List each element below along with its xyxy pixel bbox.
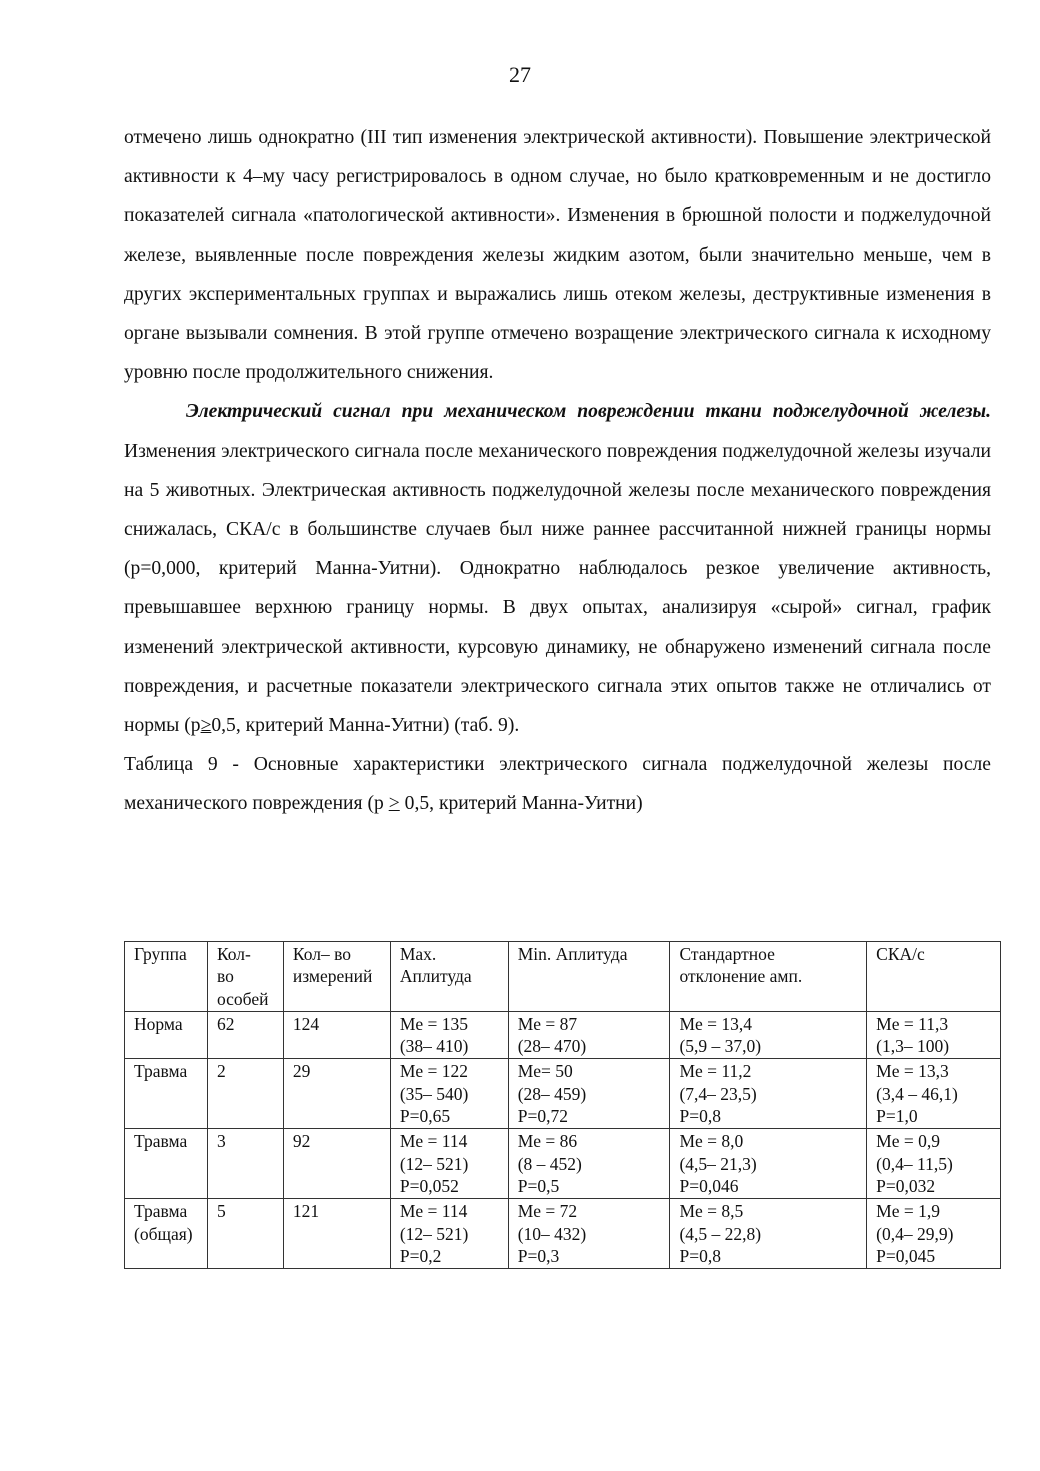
table-row xyxy=(125,1011,1001,1059)
cell-min-amplitude: Me = 86 (8 – 452) P=0,5 xyxy=(508,1129,670,1199)
body-text xyxy=(124,118,991,824)
table-caption-pre: Таблица 9 - Основные характеристики электрического сигнала поджелудочной железы после механического повреждения (p xyxy=(124,754,991,815)
cell-max-amplitude: Me = 135 (38– 410) xyxy=(390,1011,508,1059)
cell-min-amplitude: Me = 72 (10– 432) P=0,3 xyxy=(508,1199,670,1269)
section-heading: Электрический сигнал при механическом повреждении ткани поджелудочной железы. xyxy=(186,401,991,423)
cell-animal-count: 62 xyxy=(207,1011,283,1059)
paragraph-2-text: Изменения электрического сигнала после механического повреждения поджелудочной железы изучали на 5 животных. Электрическая активность поджелудочной железы после механического повреждения снижалась, СКА/с в большинстве случаев был ниже раннее рассчитанной нижней границы нормы (p=0,000, критерий Манна-Уитни). Однократно наблюдалось резкое увеличение активность, превышавшее верхнюю границу нормы. В двух опытах, анализируя «сырой» сигнал, график изменений электрической активности, курсовую динамику, не обнаружено изменений сигнала после повреждения, и расчетные показатели электрического сигнала этих опытов также не отличались от нормы (p xyxy=(124,440,991,737)
cell-measurement-count: 92 xyxy=(283,1129,390,1199)
cell-ska: Me = 11,3 (1,3– 100) xyxy=(867,1011,1001,1059)
cell-std-deviation: Me = 8,5 (4,5 – 22,8) P=0,8 xyxy=(670,1199,867,1269)
cell-max-amplitude: Me = 114 (12– 521) P=0,052 xyxy=(390,1129,508,1199)
table-header-row xyxy=(125,942,1001,1012)
cell-animal-count: 5 xyxy=(207,1199,283,1269)
table-caption xyxy=(124,745,991,823)
cell-measurement-count: 29 xyxy=(283,1059,390,1129)
paragraph-1: отмечено лишь однократно (III тип изменения электрической активности). Повышение электрической активности к 4–му часу регистрировалось в одном случае, но было кратковременным и не достигло показателей сигнала «патологической активности». Изменения в брюшной полости и поджелудочной железе, выявленные после повреждения железы жидким азотом, были значительно меньше, чем в других экспериментальных группах и выражались лишь отеком железы, деструктивные изменения в органе вызывали сомнения. В этой группе отмечено возращение электрического сигнала к исходному уровню после продолжительного снижения. xyxy=(124,127,991,384)
ge-symbol: ≥ xyxy=(200,715,212,737)
table-caption-ge-symbol: > xyxy=(388,793,400,815)
paragraph-2-tail: 0,5, критерий Манна-Уитни) (таб. 9). xyxy=(211,715,520,737)
table-row xyxy=(125,1059,1001,1129)
cell-animal-count: 3 xyxy=(207,1129,283,1199)
cell-max-amplitude: Me = 114 (12– 521) P=0,2 xyxy=(390,1199,508,1269)
header-max-amplitude: Max. Аплитуда xyxy=(390,942,508,1012)
table-row xyxy=(125,1129,1001,1199)
table-caption-post: 0,5, критерий Манна-Уитни) xyxy=(399,793,643,815)
header-measurement-count: Кол– во измерений xyxy=(283,942,390,1012)
header-std-deviation: Стандартное отклонение амп. xyxy=(670,942,867,1012)
table-row xyxy=(125,1199,1001,1269)
header-animal-count: Кол- во особей xyxy=(207,942,283,1012)
cell-group: Норма xyxy=(125,1011,208,1059)
cell-std-deviation: Me = 11,2 (7,4– 23,5) P=0,8 xyxy=(670,1059,867,1129)
cell-ska: Me = 1,9 (0,4– 29,9) P=0,045 xyxy=(867,1199,1001,1269)
data-table xyxy=(124,941,1001,1269)
cell-ska: Me = 13,3 (3,4 – 46,1) P=1,0 xyxy=(867,1059,1001,1129)
cell-group: Травма xyxy=(125,1129,208,1199)
paragraph-2 xyxy=(124,392,991,745)
header-group: Группа xyxy=(125,942,208,1012)
header-ska: СКА/с xyxy=(867,942,1001,1012)
header-min-amplitude: Min. Аплитуда xyxy=(508,942,670,1012)
cell-ska: Me = 0,9 (0,4– 11,5) P=0,032 xyxy=(867,1129,1001,1199)
cell-min-amplitude: Me = 87 (28– 470) xyxy=(508,1011,670,1059)
cell-std-deviation: Me = 13,4 (5,9 – 37,0) xyxy=(670,1011,867,1059)
cell-group: Травма (общая) xyxy=(125,1199,208,1269)
cell-std-deviation: Me = 8,0 (4,5– 21,3) P=0,046 xyxy=(670,1129,867,1199)
cell-animal-count: 2 xyxy=(207,1059,283,1129)
cell-min-amplitude: Me= 50 (28– 459) P=0,72 xyxy=(508,1059,670,1129)
cell-max-amplitude: Me = 122 (35– 540) P=0,65 xyxy=(390,1059,508,1129)
cell-measurement-count: 121 xyxy=(283,1199,390,1269)
cell-measurement-count: 124 xyxy=(283,1011,390,1059)
page-number: 27 xyxy=(509,62,531,87)
cell-group: Травма xyxy=(125,1059,208,1129)
